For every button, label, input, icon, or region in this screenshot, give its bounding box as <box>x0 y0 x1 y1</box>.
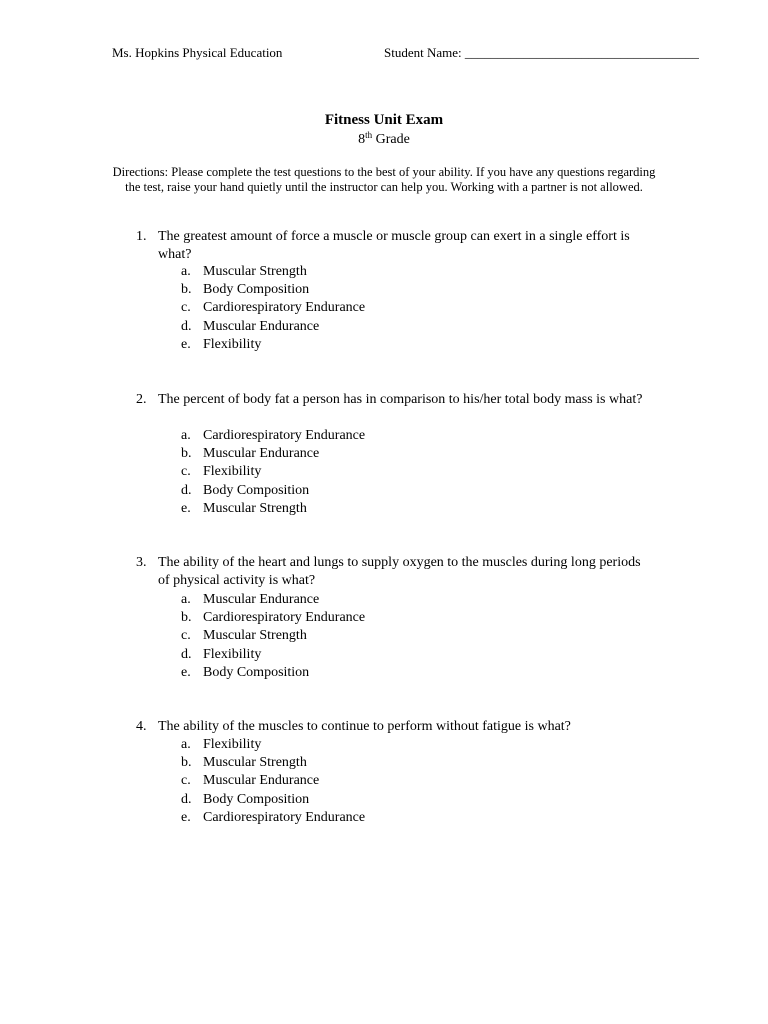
option-text: Muscular Strength <box>203 755 307 771</box>
option-letter: d. <box>181 791 192 807</box>
answer-option <box>0 627 768 645</box>
answer-option <box>0 809 768 827</box>
answer-option <box>0 609 768 627</box>
option-text: Muscular Endurance <box>203 773 320 789</box>
option-letter: a. <box>181 592 191 607</box>
option-letter: a. <box>181 428 191 443</box>
option-letter: e. <box>181 336 191 352</box>
answer-option <box>0 591 768 609</box>
option-text: Muscular Strength <box>203 264 307 279</box>
option-letter: a. <box>181 264 191 279</box>
answer-options <box>0 736 768 827</box>
option-text: Body Composition <box>203 482 310 498</box>
answer-options <box>0 263 768 354</box>
option-text: Cardiorespiratory Endurance <box>203 300 366 316</box>
exam-grade <box>0 131 768 149</box>
answer-option <box>0 664 768 682</box>
option-text: Cardiorespiratory Endurance <box>203 809 366 825</box>
answer-option <box>0 299 768 317</box>
option-letter: c. <box>181 628 191 644</box>
question-text: The ability of the heart and lungs to supply oxygen to the muscles during long periods of physical activity is what? <box>158 555 641 588</box>
answer-option <box>0 646 768 664</box>
option-letter: c. <box>181 773 191 789</box>
question-number: 4. <box>136 719 147 734</box>
grade-number: 8 <box>358 132 366 147</box>
answer-option <box>0 482 768 500</box>
answer-option <box>0 318 768 336</box>
answer-option <box>0 445 768 463</box>
question-text: The greatest amount of force a muscle or muscle group can exert in a single effort is what? <box>158 229 630 262</box>
student-name-label: Student Name: <box>384 45 462 60</box>
teacher-course-label: Ms. Hopkins Physical Education <box>112 45 283 60</box>
option-letter: b. <box>181 446 192 462</box>
option-text: Muscular Strength <box>203 500 307 516</box>
option-text: Flexibility <box>203 336 262 352</box>
option-letter: a. <box>181 737 191 752</box>
answer-option <box>0 791 768 809</box>
question-number: 3. <box>136 555 147 570</box>
question-number: 1. <box>136 229 147 244</box>
option-text: Flexibility <box>203 646 262 662</box>
grade-word: Grade <box>375 132 410 147</box>
question-number: 2. <box>136 392 147 407</box>
option-letter: b. <box>181 282 192 298</box>
option-text: Flexibility <box>203 737 262 752</box>
answer-options <box>0 427 768 518</box>
option-letter: c. <box>181 300 191 316</box>
option-letter: e. <box>181 809 191 825</box>
answer-option <box>0 736 768 754</box>
option-letter: d. <box>181 482 192 498</box>
option-letter: d. <box>181 318 192 334</box>
grade-suffix: th <box>365 130 373 140</box>
option-text: Body Composition <box>203 282 310 298</box>
student-name-blank: ____________________________________ <box>464 45 699 60</box>
answer-option <box>0 263 768 281</box>
exam-title: Fitness Unit Exam <box>324 112 444 128</box>
option-letter: e. <box>181 500 191 516</box>
answer-option <box>0 336 768 354</box>
page-header <box>112 45 699 63</box>
option-text: Cardiorespiratory Endurance <box>203 428 366 443</box>
answer-option <box>0 754 768 772</box>
option-letter: b. <box>181 755 192 771</box>
student-name-line <box>384 45 699 61</box>
option-text: Cardiorespiratory Endurance <box>203 610 366 626</box>
option-text: Muscular Endurance <box>203 592 320 607</box>
option-text: Body Composition <box>203 791 310 807</box>
option-letter: e. <box>181 664 191 680</box>
option-text: Body Composition <box>203 664 310 680</box>
answer-option <box>0 463 768 481</box>
exam-directions: Directions: Please complete the test questions to the best of your ability. If you have any questions regarding the test, raise your hand quietly until the instructor can help you. Working with a partner is not allowed. <box>112 165 656 194</box>
answer-option <box>0 427 768 445</box>
exam-title-block <box>0 111 768 149</box>
answer-option <box>0 500 768 518</box>
question-text: The percent of body fat a person has in comparison to his/her total body mass is what? <box>158 392 643 407</box>
answer-option <box>0 281 768 299</box>
answer-options <box>0 591 768 682</box>
option-text: Muscular Endurance <box>203 446 320 462</box>
option-text: Muscular Strength <box>203 628 307 644</box>
question-text: The ability of the muscles to continue to perform without fatigue is what? <box>158 719 571 734</box>
option-letter: c. <box>181 464 191 480</box>
option-letter: d. <box>181 646 192 662</box>
answer-option <box>0 772 768 790</box>
option-letter: b. <box>181 610 192 626</box>
option-text: Muscular Endurance <box>203 318 320 334</box>
option-text: Flexibility <box>203 464 262 480</box>
